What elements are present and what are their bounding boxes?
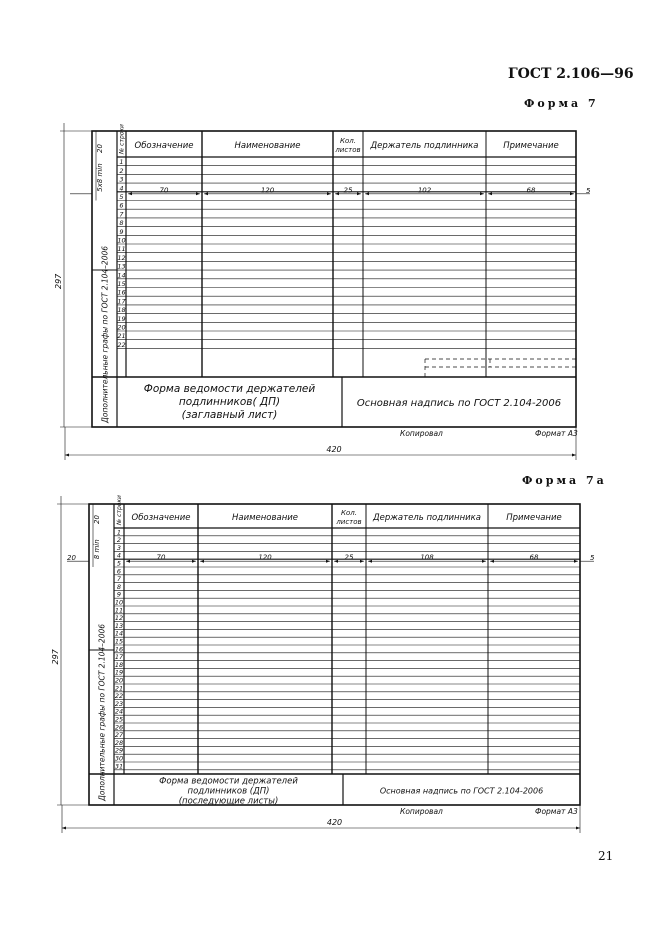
column-header: Наименование [234, 141, 301, 151]
row-height-value: 8 min [93, 539, 101, 560]
row-number: 1 [119, 158, 124, 167]
row-number: 22 [117, 340, 126, 349]
row-number: 14 [117, 271, 126, 280]
row-number: 11 [114, 606, 124, 615]
row-number: 8 [119, 219, 124, 228]
arrow-head [576, 827, 580, 830]
width-total-value: 420 [326, 818, 343, 827]
width-value: 68 [526, 186, 536, 195]
row-number: 12 [117, 253, 126, 262]
column-header: Примечание [503, 141, 559, 151]
arrow-head [334, 560, 338, 563]
row-number: 24 [114, 707, 124, 716]
width-value: 70 [159, 186, 169, 195]
row-number: 31 [114, 762, 124, 771]
title-block-right-text: Основная надпись по ГОСТ 2.104-2006 [356, 398, 562, 409]
side-label: Дополнительные графы по ГОСТ 2.104–2006 [100, 245, 110, 423]
arrow-head [482, 560, 486, 563]
column-header: Держатель подлинника [372, 513, 482, 523]
title-block-left-text: Форма ведомости держателей [159, 776, 298, 787]
width-total-value: 420 [326, 445, 342, 454]
row-number: 13 [117, 262, 126, 271]
row-number: 6 [119, 201, 124, 210]
height-value: 297 [51, 649, 60, 665]
row-number: 9 [116, 590, 122, 599]
row-number: 25 [114, 715, 124, 724]
arrow-head [574, 560, 578, 563]
row-number: 26 [114, 723, 124, 732]
row-number: 5 [119, 193, 124, 201]
row-height-value: 5х8 min [96, 163, 104, 192]
row-number: 9 [119, 227, 124, 236]
column-header: Кол. [340, 137, 356, 145]
width-value: 120 [258, 553, 272, 562]
width-value: 25 [344, 553, 354, 562]
arrow-head [326, 560, 330, 563]
row-number: 10 [114, 598, 124, 607]
arrow-head [570, 192, 574, 195]
arrow-head [360, 560, 364, 563]
row-number-header: № строки [116, 495, 123, 525]
format-label: Формат A3 [535, 807, 578, 816]
title-block-right-text: Основная надпись по ГОСТ 2.104-2006 [379, 786, 544, 796]
side-label: Дополнительные графы по ГОСТ 2.104–2006 [97, 623, 107, 801]
column-header: Держатель подлинника [370, 141, 479, 151]
arrow-head [128, 192, 132, 195]
row-number: 13 [114, 621, 124, 630]
arrow-head [126, 560, 130, 563]
column-header: Примечание [506, 513, 562, 523]
row-number: 15 [117, 280, 126, 288]
row-number: 19 [117, 314, 126, 323]
title-block-left-text: подлинников( ДП) [178, 396, 281, 408]
column-header: Обозначение [134, 141, 194, 151]
row-number: 21 [117, 332, 126, 341]
title-block-left-text: (заглавный лист) [181, 409, 278, 421]
row-number: 16 [114, 645, 124, 654]
arrow-head [572, 454, 576, 457]
row-number: 3 [119, 175, 124, 184]
row-number: 23 [114, 699, 124, 708]
arrow-head [357, 192, 361, 195]
row-number: 30 [114, 754, 124, 763]
row-number: 28 [114, 738, 124, 747]
arrow-head [488, 192, 492, 195]
column-header: Обозначение [131, 513, 191, 523]
row-number: 3 [116, 543, 122, 552]
width-value: 68 [529, 553, 539, 562]
arrow-head [327, 192, 331, 195]
column-header: листов [335, 146, 361, 154]
arrow-head [368, 560, 372, 563]
width-value: 70 [156, 553, 166, 562]
row-number: 21 [114, 684, 124, 693]
arrow-head [192, 560, 196, 563]
row-number: 22 [114, 692, 124, 701]
row-number: 20 [117, 323, 126, 332]
row-number: 2 [119, 166, 124, 175]
standard-header: ГОСТ 2.106—96 [508, 66, 634, 82]
form-7-label: Форма 7 [524, 97, 599, 110]
row-number: 2 [116, 536, 122, 545]
title-block-left-text: Форма ведомости держателей [143, 383, 316, 395]
row-number: 1 [116, 528, 122, 537]
arrow-head [335, 192, 339, 195]
format-label: Формат A3 [535, 429, 578, 438]
arrow-head [480, 192, 484, 195]
arrow-head [490, 560, 494, 563]
column-header: Кол. [341, 509, 357, 517]
row-number: 12 [114, 614, 124, 623]
width-value: 102 [417, 186, 432, 195]
row-number: 16 [117, 288, 126, 297]
arrow-head [200, 560, 204, 563]
row-number: 4 [116, 551, 122, 560]
row-number: 6 [116, 567, 122, 576]
arrow-head [204, 192, 208, 195]
title-block-left-text: подлинников (ДП) [187, 786, 270, 797]
row-number: 15 [114, 637, 124, 646]
right-margin-value: 5 [586, 186, 591, 195]
copied-label: Копировал [400, 429, 443, 438]
form-frame [89, 504, 580, 805]
row-number-header: № строки [118, 124, 126, 154]
row-number: 14 [114, 629, 124, 638]
row-number: 7 [119, 210, 124, 219]
left-margin-value: 20 [67, 554, 76, 563]
row-number: 18 [114, 660, 124, 669]
arrow-head [65, 454, 69, 457]
page-number: 21 [598, 849, 614, 863]
header-height-value: 20 [93, 515, 101, 524]
row-number: 18 [117, 306, 126, 315]
column-header: листов [336, 518, 362, 526]
row-number: 5 [116, 559, 122, 568]
row-number: 17 [117, 297, 126, 306]
width-value: 108 [420, 553, 434, 562]
width-value: 25 [343, 186, 353, 195]
arrow-head [62, 827, 66, 830]
header-height-value: 20 [96, 144, 104, 153]
width-value: 120 [260, 186, 275, 195]
row-number: 19 [114, 668, 124, 677]
row-number: 29 [114, 746, 124, 755]
row-number: 11 [117, 245, 126, 254]
copied-label: Копировал [400, 807, 443, 816]
row-number: 8 [116, 582, 122, 591]
form-7a-label: Форма 7а [522, 474, 607, 487]
row-number: 17 [114, 653, 124, 662]
arrow-head [196, 192, 200, 195]
row-number: 7 [116, 575, 122, 584]
column-header: Наименование [231, 513, 299, 523]
row-number: 20 [114, 676, 124, 685]
row-number: 27 [114, 731, 124, 740]
row-number: 10 [117, 236, 126, 245]
arrow-head [365, 192, 369, 195]
title-block-left-text: (последующие листы) [178, 796, 279, 807]
height-value: 297 [54, 273, 63, 289]
row-number: 4 [119, 184, 124, 193]
right-margin-value: 5 [590, 554, 595, 563]
